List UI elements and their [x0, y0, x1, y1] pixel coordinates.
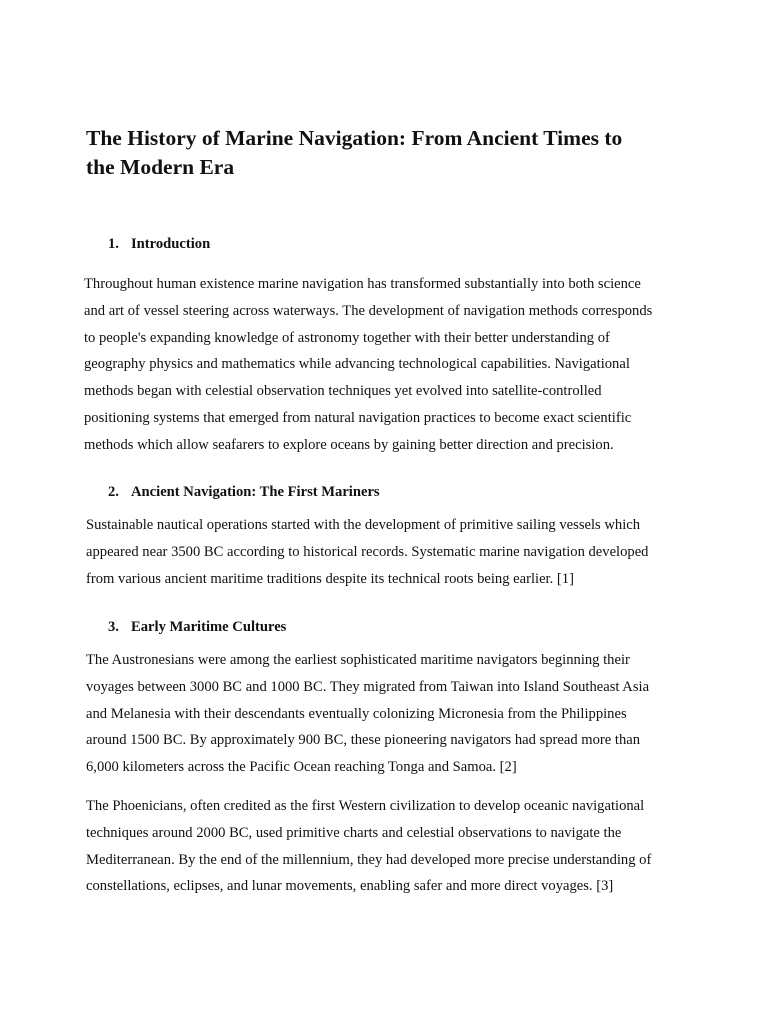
text-line: and art of vessel steering across waterways. The development of navigation methods corresponds — [84, 302, 653, 319]
ancient-navigation-paragraph — [86, 512, 686, 592]
section-heading-early-maritime-cultures — [108, 617, 286, 637]
austronesians-paragraph — [86, 647, 686, 781]
text-line: constellations, eclipses, and lunar movements, enabling safer and more direct voyages. [3] — [86, 878, 614, 895]
title-line: The History of Marine Navigation: From Ancient Times to — [86, 126, 623, 150]
text-line: appeared near 3500 BC according to historical records. Systematic marine navigation developed — [86, 543, 649, 560]
section-number: 2. — [108, 484, 119, 500]
text-line: Sustainable nautical operations started with the development of primitive sailing vessels which — [86, 517, 641, 533]
document-title — [86, 124, 686, 182]
text-line: The Austronesians were among the earliest sophisticated maritime navigators beginning their — [86, 652, 630, 668]
text-line: Throughout human existence marine navigation has transformed substantially into both science — [84, 276, 641, 292]
text-line: methods began with celestial observation techniques yet evolved into satellite-controlled — [84, 383, 602, 400]
text-line: 6,000 kilometers across the Pacific Ocean reaching Tonga and Samoa. [2] — [86, 759, 517, 776]
text-line: from various ancient maritime traditions despite its technical roots being earlier. [1] — [86, 570, 574, 587]
text-line: to people's expanding knowledge of astronomy together with their better understanding of — [84, 329, 610, 346]
text-line: geography physics and mathematics while advancing technological capabilities. Navigational — [84, 356, 630, 373]
text-line: methods which allow seafarers to explore oceans by gaining better direction and precision. — [84, 436, 614, 453]
text-line: and Melanesia with their descendants eventually colonizing Micronesia from the Philippines — [86, 705, 627, 722]
section-number: 3. — [108, 619, 119, 635]
phoenicians-paragraph — [86, 793, 686, 900]
text-line: The Phoenicians, often credited as the first Western civilization to develop oceanic navigational — [86, 798, 645, 814]
title-line: the Modern Era — [86, 155, 235, 179]
section-number: 1. — [108, 236, 119, 252]
text-line: positioning systems that emerged from natural navigation practices to become exact scientific — [84, 409, 632, 426]
section-heading-ancient-navigation — [108, 482, 380, 502]
text-line: techniques around 2000 BC, used primitive charts and celestial observations to navigate the — [86, 824, 622, 841]
text-line: voyages between 3000 BC and 1000 BC. They migrated from Taiwan into Island Southeast Asia — [86, 678, 650, 695]
section-heading-introduction — [108, 234, 210, 254]
introduction-paragraph — [84, 271, 684, 459]
section-title: Ancient Navigation: The First Mariners — [131, 484, 380, 500]
section-title: Introduction — [131, 236, 211, 252]
section-title: Early Maritime Cultures — [131, 619, 287, 635]
text-line: around 1500 BC. By approximately 900 BC, these pioneering navigators had spread more than — [86, 732, 641, 749]
text-line: Mediterranean. By the end of the millennium, they had developed more precise understanding of — [86, 851, 652, 868]
